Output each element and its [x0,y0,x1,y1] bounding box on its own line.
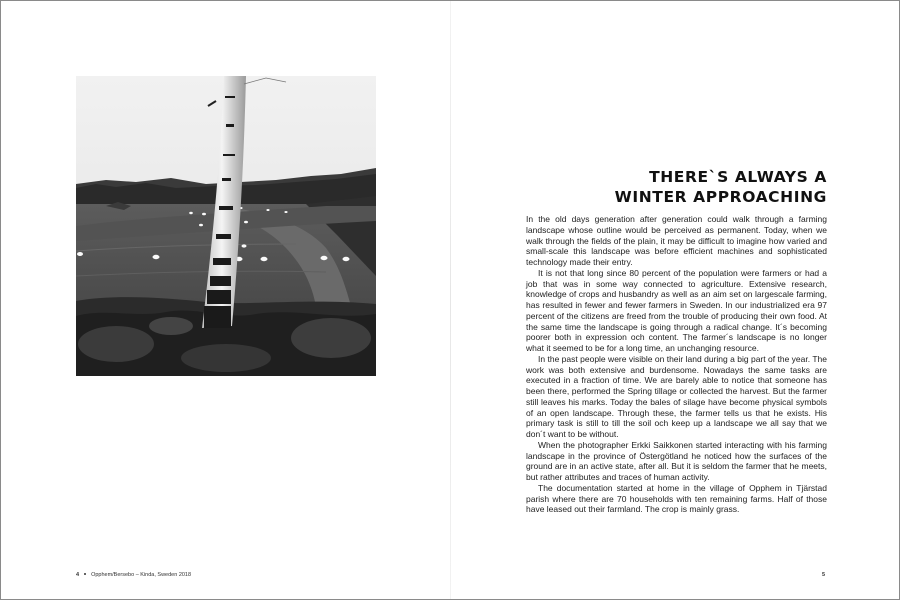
right-page-number: 5 [822,572,826,578]
article-body [526,214,827,515]
separator-dot-icon [84,573,86,575]
page-gutter [450,1,451,599]
heading-line-2: WINTER APPROACHING [614,188,827,206]
left-page-number: 4 [76,572,80,578]
body-paragraph: When the photographer Erkki Saikkonen started interacting with his farming landscape in the province of Östergötland he noticed how the surfaces of the ground are in an active state, after all. But it is seldom the farmer that he meets, but rather attributes and traces of human activity. [526,439,827,482]
article-heading [526,167,827,207]
body-paragraph: In the old days generation after generation could walk through a farming landscape whose outline would be perceived as permanent. Today, when we walk through the fields of the plain, it may be difficult to imagine how varied and small-scale this landscape was before efficient machines and sophisticated technology made their entry. [526,214,827,267]
body-paragraph: It is not that long since 80 percent of the population were farmers or had a job that was in some way connected to agriculture. Extensive research, knowledge of crops and husbandry as well as an aim set on largescale farming, has resulted in fewer and fewer farmers in Sweden. In our industrialized era 97 percent of the citizens are freed from the trouble of producing their own food. At the same time the landscape is going through a radical change. It´s becoming poorer both in expression och content. The farmer´s landscape is no longer what it seemed to be for a long time, an unchanging resource. [526,267,827,353]
photo-caption: Opphem/Bersebo – Kinda, Sweden 2018 [91,572,192,578]
body-paragraph: The documentation started at home in the village of Opphem in Tjärstad parish where there are 70 households with ten remaining farms. Half of those have leased out their farmland. The crop is mainly grass. [526,482,827,515]
body-paragraph: In the past people were visible on their land during a big part of the year. The work was both extensive and burdensome. Nowadays the same tasks are executed in a fraction of time. We are barely able to notice that someone has been there, performed the Spring tillage or collected the harvest. But the farmer still leaves his marks. Today the bales of silage have become physical symbols of an open landscape. Through these, the farmer tells us that he exists. His primary task is still to till the soil och keep up a landscape we all say that we don´t want to be without. [526,353,827,439]
heading-line-1: THERE`S ALWAYS A [649,168,827,186]
birch-field-photograph [76,76,376,376]
left-page-footer [76,572,191,578]
